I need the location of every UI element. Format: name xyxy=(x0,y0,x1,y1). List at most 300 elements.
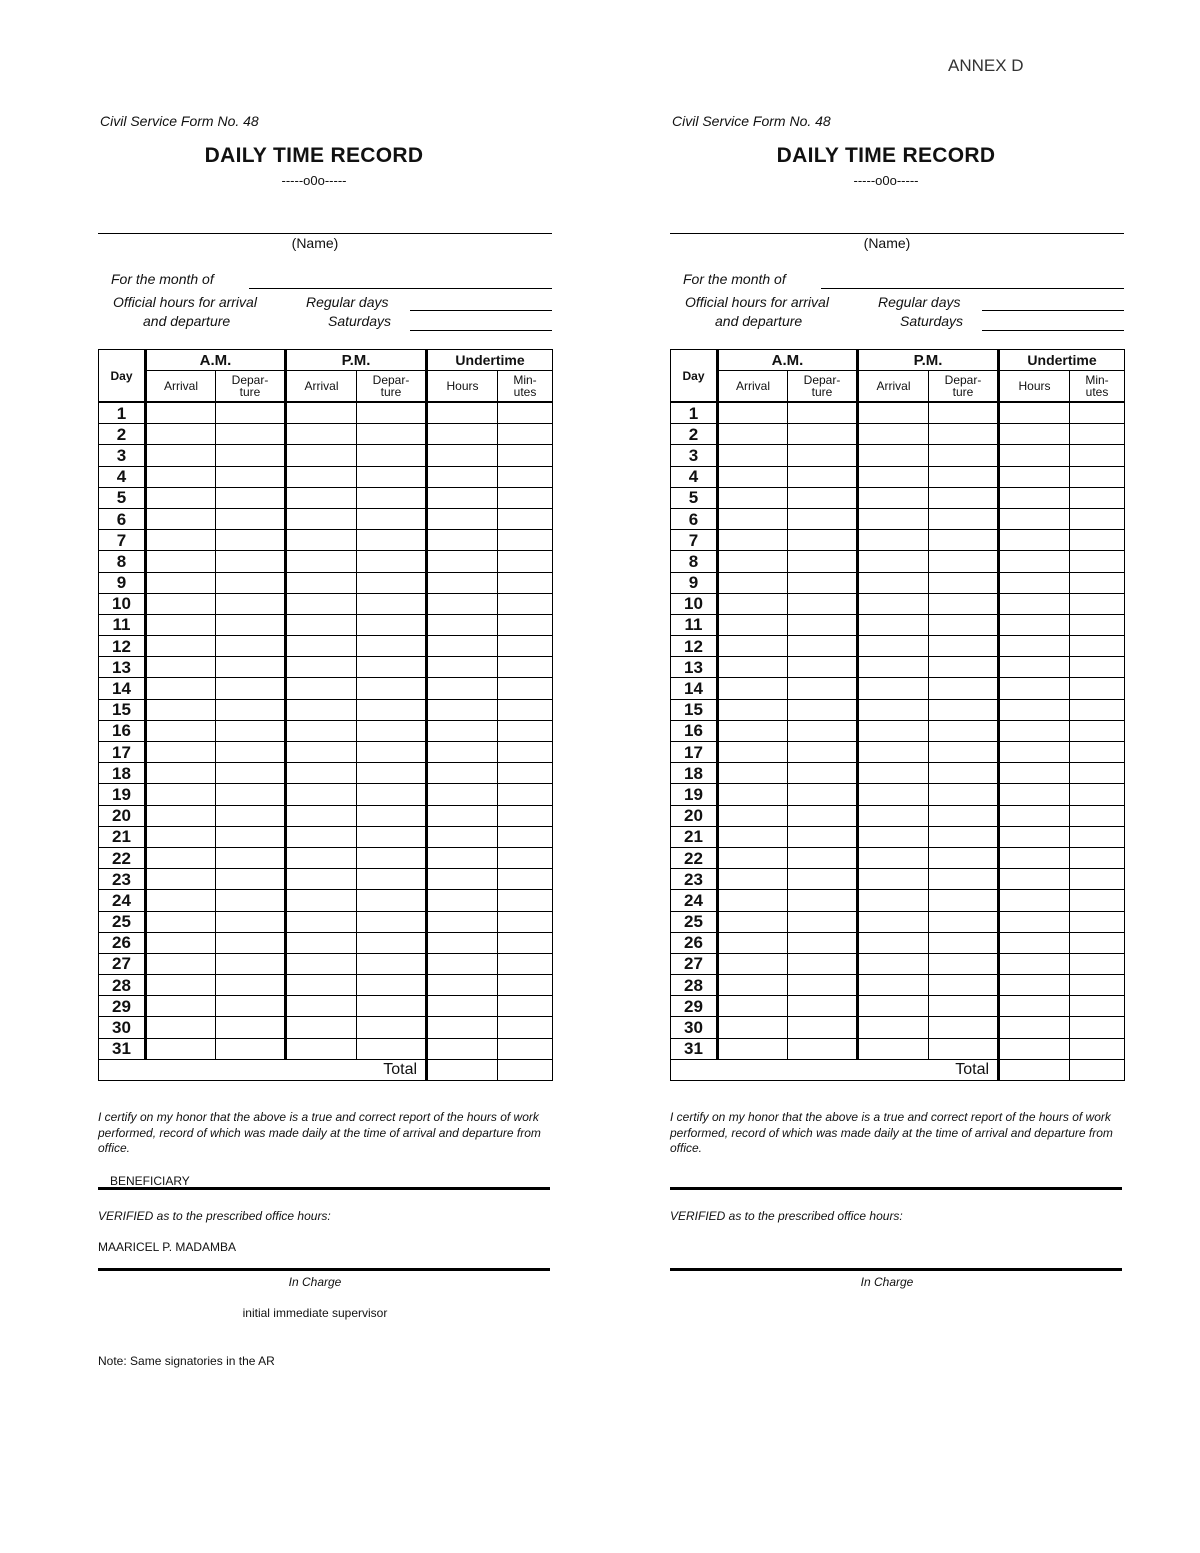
am-arrival-cell[interactable] xyxy=(718,742,788,763)
pm-arrival-cell[interactable] xyxy=(858,975,929,996)
pm-departure-cell[interactable] xyxy=(929,996,999,1017)
am-departure-cell[interactable] xyxy=(788,551,858,572)
am-departure-cell[interactable] xyxy=(216,657,286,678)
am-departure-cell[interactable] xyxy=(788,487,858,508)
am-departure-cell[interactable] xyxy=(216,424,286,445)
pm-arrival-cell[interactable] xyxy=(286,508,357,529)
undertime-minutes-cell[interactable] xyxy=(498,826,553,847)
undertime-minutes-cell[interactable] xyxy=(1070,593,1125,614)
pm-arrival-cell[interactable] xyxy=(286,466,357,487)
pm-departure-cell[interactable] xyxy=(357,847,427,868)
undertime-minutes-cell[interactable] xyxy=(498,996,553,1017)
am-arrival-cell[interactable] xyxy=(718,445,788,466)
pm-arrival-cell[interactable] xyxy=(858,763,929,784)
undertime-hours-cell[interactable] xyxy=(999,763,1070,784)
undertime-minutes-cell[interactable] xyxy=(1070,508,1125,529)
undertime-minutes-cell[interactable] xyxy=(498,699,553,720)
pm-departure-cell[interactable] xyxy=(929,869,999,890)
pm-arrival-cell[interactable] xyxy=(286,932,357,953)
pm-arrival-cell[interactable] xyxy=(286,742,357,763)
undertime-hours-cell[interactable] xyxy=(999,784,1070,805)
am-departure-cell[interactable] xyxy=(788,1038,858,1059)
pm-arrival-cell[interactable] xyxy=(858,593,929,614)
pm-departure-cell[interactable] xyxy=(929,572,999,593)
pm-departure-cell[interactable] xyxy=(929,699,999,720)
am-arrival-cell[interactable] xyxy=(718,805,788,826)
pm-arrival-cell[interactable] xyxy=(286,657,357,678)
pm-departure-cell[interactable] xyxy=(929,932,999,953)
undertime-hours-cell[interactable] xyxy=(427,890,498,911)
pm-departure-cell[interactable] xyxy=(357,593,427,614)
pm-departure-cell[interactable] xyxy=(929,953,999,974)
am-arrival-cell[interactable] xyxy=(146,678,216,699)
undertime-minutes-cell[interactable] xyxy=(498,932,553,953)
undertime-minutes-cell[interactable] xyxy=(498,572,553,593)
am-departure-cell[interactable] xyxy=(216,614,286,635)
pm-arrival-cell[interactable] xyxy=(858,487,929,508)
undertime-minutes-cell[interactable] xyxy=(498,847,553,868)
undertime-hours-cell[interactable] xyxy=(999,445,1070,466)
total-hours-cell[interactable] xyxy=(999,1059,1070,1080)
am-arrival-cell[interactable] xyxy=(718,678,788,699)
am-arrival-cell[interactable] xyxy=(718,996,788,1017)
am-departure-cell[interactable] xyxy=(788,530,858,551)
am-arrival-cell[interactable] xyxy=(146,869,216,890)
am-departure-cell[interactable] xyxy=(788,699,858,720)
pm-departure-cell[interactable] xyxy=(357,953,427,974)
undertime-minutes-cell[interactable] xyxy=(1070,466,1125,487)
pm-arrival-cell[interactable] xyxy=(858,742,929,763)
am-departure-cell[interactable] xyxy=(788,593,858,614)
undertime-minutes-cell[interactable] xyxy=(498,678,553,699)
undertime-hours-cell[interactable] xyxy=(427,424,498,445)
am-departure-cell[interactable] xyxy=(788,614,858,635)
undertime-minutes-cell[interactable] xyxy=(1070,975,1125,996)
am-arrival-cell[interactable] xyxy=(146,911,216,932)
regular-days-line[interactable] xyxy=(982,310,1124,311)
undertime-hours-cell[interactable] xyxy=(999,424,1070,445)
am-arrival-cell[interactable] xyxy=(718,572,788,593)
undertime-minutes-cell[interactable] xyxy=(498,953,553,974)
undertime-hours-cell[interactable] xyxy=(427,720,498,741)
pm-departure-cell[interactable] xyxy=(929,593,999,614)
pm-departure-cell[interactable] xyxy=(929,402,999,424)
undertime-hours-cell[interactable] xyxy=(427,636,498,657)
pm-arrival-cell[interactable] xyxy=(858,657,929,678)
undertime-minutes-cell[interactable] xyxy=(1070,1017,1125,1038)
undertime-hours-cell[interactable] xyxy=(427,953,498,974)
undertime-hours-cell[interactable] xyxy=(427,402,498,424)
am-arrival-cell[interactable] xyxy=(146,953,216,974)
am-departure-cell[interactable] xyxy=(788,720,858,741)
am-departure-cell[interactable] xyxy=(788,784,858,805)
pm-departure-cell[interactable] xyxy=(357,614,427,635)
am-departure-cell[interactable] xyxy=(216,1017,286,1038)
pm-departure-cell[interactable] xyxy=(929,847,999,868)
undertime-minutes-cell[interactable] xyxy=(498,720,553,741)
undertime-hours-cell[interactable] xyxy=(427,593,498,614)
undertime-minutes-cell[interactable] xyxy=(1070,657,1125,678)
pm-departure-cell[interactable] xyxy=(357,657,427,678)
pm-arrival-cell[interactable] xyxy=(286,551,357,572)
pm-arrival-cell[interactable] xyxy=(286,678,357,699)
month-line[interactable] xyxy=(249,288,552,289)
undertime-minutes-cell[interactable] xyxy=(1070,890,1125,911)
am-departure-cell[interactable] xyxy=(216,593,286,614)
am-departure-cell[interactable] xyxy=(788,890,858,911)
am-arrival-cell[interactable] xyxy=(146,551,216,572)
undertime-minutes-cell[interactable] xyxy=(1070,636,1125,657)
am-departure-cell[interactable] xyxy=(788,742,858,763)
pm-arrival-cell[interactable] xyxy=(858,826,929,847)
undertime-hours-cell[interactable] xyxy=(999,975,1070,996)
undertime-hours-cell[interactable] xyxy=(427,614,498,635)
undertime-minutes-cell[interactable] xyxy=(498,593,553,614)
pm-arrival-cell[interactable] xyxy=(858,720,929,741)
undertime-minutes-cell[interactable] xyxy=(498,657,553,678)
pm-arrival-cell[interactable] xyxy=(286,402,357,424)
pm-arrival-cell[interactable] xyxy=(286,826,357,847)
pm-arrival-cell[interactable] xyxy=(286,424,357,445)
am-arrival-cell[interactable] xyxy=(718,657,788,678)
am-departure-cell[interactable] xyxy=(788,424,858,445)
am-arrival-cell[interactable] xyxy=(718,847,788,868)
am-arrival-cell[interactable] xyxy=(146,636,216,657)
total-minutes-cell[interactable] xyxy=(1070,1059,1125,1080)
undertime-hours-cell[interactable] xyxy=(999,847,1070,868)
am-departure-cell[interactable] xyxy=(216,890,286,911)
am-departure-cell[interactable] xyxy=(216,932,286,953)
undertime-minutes-cell[interactable] xyxy=(1070,445,1125,466)
undertime-hours-cell[interactable] xyxy=(427,678,498,699)
am-arrival-cell[interactable] xyxy=(146,975,216,996)
undertime-minutes-cell[interactable] xyxy=(498,402,553,424)
undertime-hours-cell[interactable] xyxy=(999,953,1070,974)
am-arrival-cell[interactable] xyxy=(718,1038,788,1059)
pm-arrival-cell[interactable] xyxy=(286,593,357,614)
am-arrival-cell[interactable] xyxy=(146,1038,216,1059)
undertime-minutes-cell[interactable] xyxy=(498,614,553,635)
undertime-hours-cell[interactable] xyxy=(427,805,498,826)
pm-arrival-cell[interactable] xyxy=(286,720,357,741)
undertime-hours-cell[interactable] xyxy=(427,699,498,720)
undertime-hours-cell[interactable] xyxy=(999,805,1070,826)
undertime-hours-cell[interactable] xyxy=(999,996,1070,1017)
undertime-minutes-cell[interactable] xyxy=(1070,402,1125,424)
am-departure-cell[interactable] xyxy=(216,699,286,720)
am-arrival-cell[interactable] xyxy=(146,445,216,466)
pm-arrival-cell[interactable] xyxy=(858,869,929,890)
am-arrival-cell[interactable] xyxy=(718,551,788,572)
pm-departure-cell[interactable] xyxy=(929,784,999,805)
pm-departure-cell[interactable] xyxy=(357,911,427,932)
undertime-hours-cell[interactable] xyxy=(999,614,1070,635)
pm-arrival-cell[interactable] xyxy=(858,996,929,1017)
am-departure-cell[interactable] xyxy=(216,720,286,741)
am-departure-cell[interactable] xyxy=(216,487,286,508)
am-departure-cell[interactable] xyxy=(216,445,286,466)
am-arrival-cell[interactable] xyxy=(718,784,788,805)
am-arrival-cell[interactable] xyxy=(718,487,788,508)
am-departure-cell[interactable] xyxy=(216,678,286,699)
regular-days-line[interactable] xyxy=(410,310,552,311)
undertime-minutes-cell[interactable] xyxy=(1070,699,1125,720)
am-arrival-cell[interactable] xyxy=(146,424,216,445)
undertime-minutes-cell[interactable] xyxy=(1070,869,1125,890)
undertime-minutes-cell[interactable] xyxy=(1070,487,1125,508)
am-departure-cell[interactable] xyxy=(788,466,858,487)
pm-arrival-cell[interactable] xyxy=(858,636,929,657)
pm-departure-cell[interactable] xyxy=(357,890,427,911)
pm-departure-cell[interactable] xyxy=(929,1038,999,1059)
am-departure-cell[interactable] xyxy=(216,530,286,551)
undertime-hours-cell[interactable] xyxy=(999,1038,1070,1059)
pm-departure-cell[interactable] xyxy=(929,508,999,529)
undertime-minutes-cell[interactable] xyxy=(1070,826,1125,847)
pm-departure-cell[interactable] xyxy=(929,911,999,932)
am-departure-cell[interactable] xyxy=(216,1038,286,1059)
supervisor-signature-line[interactable] xyxy=(670,1268,1122,1271)
am-departure-cell[interactable] xyxy=(788,975,858,996)
pm-arrival-cell[interactable] xyxy=(286,869,357,890)
pm-arrival-cell[interactable] xyxy=(286,953,357,974)
pm-departure-cell[interactable] xyxy=(357,699,427,720)
am-arrival-cell[interactable] xyxy=(718,890,788,911)
pm-departure-cell[interactable] xyxy=(929,678,999,699)
undertime-minutes-cell[interactable] xyxy=(1070,614,1125,635)
undertime-minutes-cell[interactable] xyxy=(1070,932,1125,953)
am-departure-cell[interactable] xyxy=(788,869,858,890)
pm-departure-cell[interactable] xyxy=(357,466,427,487)
undertime-hours-cell[interactable] xyxy=(427,763,498,784)
pm-departure-cell[interactable] xyxy=(357,636,427,657)
pm-departure-cell[interactable] xyxy=(357,763,427,784)
am-departure-cell[interactable] xyxy=(216,911,286,932)
undertime-hours-cell[interactable] xyxy=(999,530,1070,551)
am-arrival-cell[interactable] xyxy=(718,699,788,720)
am-departure-cell[interactable] xyxy=(216,784,286,805)
am-arrival-cell[interactable] xyxy=(146,699,216,720)
undertime-hours-cell[interactable] xyxy=(999,720,1070,741)
total-minutes-cell[interactable] xyxy=(498,1059,553,1080)
am-departure-cell[interactable] xyxy=(788,572,858,593)
undertime-hours-cell[interactable] xyxy=(427,1038,498,1059)
pm-arrival-cell[interactable] xyxy=(858,572,929,593)
saturdays-line[interactable] xyxy=(410,330,552,331)
undertime-minutes-cell[interactable] xyxy=(498,487,553,508)
am-departure-cell[interactable] xyxy=(788,805,858,826)
undertime-minutes-cell[interactable] xyxy=(498,763,553,784)
am-arrival-cell[interactable] xyxy=(718,932,788,953)
undertime-minutes-cell[interactable] xyxy=(1070,1038,1125,1059)
undertime-hours-cell[interactable] xyxy=(999,699,1070,720)
am-arrival-cell[interactable] xyxy=(718,593,788,614)
undertime-minutes-cell[interactable] xyxy=(498,530,553,551)
am-arrival-cell[interactable] xyxy=(146,932,216,953)
am-departure-cell[interactable] xyxy=(216,742,286,763)
undertime-hours-cell[interactable] xyxy=(427,1017,498,1038)
undertime-hours-cell[interactable] xyxy=(427,572,498,593)
total-hours-cell[interactable] xyxy=(427,1059,498,1080)
am-arrival-cell[interactable] xyxy=(146,720,216,741)
am-departure-cell[interactable] xyxy=(788,657,858,678)
undertime-hours-cell[interactable] xyxy=(999,508,1070,529)
undertime-minutes-cell[interactable] xyxy=(498,742,553,763)
am-arrival-cell[interactable] xyxy=(146,742,216,763)
pm-arrival-cell[interactable] xyxy=(858,402,929,424)
am-arrival-cell[interactable] xyxy=(718,911,788,932)
pm-departure-cell[interactable] xyxy=(357,572,427,593)
pm-arrival-cell[interactable] xyxy=(858,699,929,720)
am-departure-cell[interactable] xyxy=(788,678,858,699)
undertime-hours-cell[interactable] xyxy=(427,657,498,678)
am-departure-cell[interactable] xyxy=(216,572,286,593)
am-arrival-cell[interactable] xyxy=(718,508,788,529)
undertime-minutes-cell[interactable] xyxy=(498,805,553,826)
undertime-minutes-cell[interactable] xyxy=(1070,678,1125,699)
undertime-minutes-cell[interactable] xyxy=(498,636,553,657)
am-arrival-cell[interactable] xyxy=(146,402,216,424)
undertime-minutes-cell[interactable] xyxy=(1070,763,1125,784)
beneficiary-signature-line[interactable] xyxy=(98,1187,550,1190)
am-departure-cell[interactable] xyxy=(788,953,858,974)
am-arrival-cell[interactable] xyxy=(146,466,216,487)
undertime-minutes-cell[interactable] xyxy=(498,1017,553,1038)
pm-arrival-cell[interactable] xyxy=(286,445,357,466)
am-departure-cell[interactable] xyxy=(788,763,858,784)
pm-departure-cell[interactable] xyxy=(929,1017,999,1038)
pm-departure-cell[interactable] xyxy=(357,742,427,763)
pm-arrival-cell[interactable] xyxy=(286,1017,357,1038)
pm-arrival-cell[interactable] xyxy=(858,678,929,699)
undertime-minutes-cell[interactable] xyxy=(498,869,553,890)
pm-arrival-cell[interactable] xyxy=(286,487,357,508)
pm-departure-cell[interactable] xyxy=(929,742,999,763)
pm-departure-cell[interactable] xyxy=(357,1017,427,1038)
am-arrival-cell[interactable] xyxy=(718,614,788,635)
pm-arrival-cell[interactable] xyxy=(286,996,357,1017)
pm-arrival-cell[interactable] xyxy=(286,572,357,593)
pm-arrival-cell[interactable] xyxy=(858,1038,929,1059)
am-arrival-cell[interactable] xyxy=(146,847,216,868)
am-departure-cell[interactable] xyxy=(788,996,858,1017)
pm-arrival-cell[interactable] xyxy=(286,975,357,996)
undertime-hours-cell[interactable] xyxy=(999,911,1070,932)
pm-arrival-cell[interactable] xyxy=(286,614,357,635)
pm-arrival-cell[interactable] xyxy=(286,890,357,911)
pm-arrival-cell[interactable] xyxy=(858,932,929,953)
undertime-minutes-cell[interactable] xyxy=(498,975,553,996)
am-arrival-cell[interactable] xyxy=(718,826,788,847)
saturdays-line[interactable] xyxy=(982,330,1124,331)
pm-arrival-cell[interactable] xyxy=(858,953,929,974)
am-departure-cell[interactable] xyxy=(216,975,286,996)
pm-departure-cell[interactable] xyxy=(357,424,427,445)
undertime-minutes-cell[interactable] xyxy=(1070,551,1125,572)
pm-arrival-cell[interactable] xyxy=(858,445,929,466)
undertime-minutes-cell[interactable] xyxy=(1070,805,1125,826)
pm-arrival-cell[interactable] xyxy=(286,699,357,720)
pm-arrival-cell[interactable] xyxy=(858,784,929,805)
undertime-minutes-cell[interactable] xyxy=(1070,784,1125,805)
am-arrival-cell[interactable] xyxy=(146,530,216,551)
pm-departure-cell[interactable] xyxy=(357,530,427,551)
undertime-hours-cell[interactable] xyxy=(427,742,498,763)
pm-arrival-cell[interactable] xyxy=(286,784,357,805)
pm-departure-cell[interactable] xyxy=(929,763,999,784)
pm-arrival-cell[interactable] xyxy=(858,847,929,868)
am-departure-cell[interactable] xyxy=(216,953,286,974)
undertime-minutes-cell[interactable] xyxy=(498,508,553,529)
am-arrival-cell[interactable] xyxy=(146,508,216,529)
pm-departure-cell[interactable] xyxy=(929,975,999,996)
am-departure-cell[interactable] xyxy=(216,551,286,572)
am-arrival-cell[interactable] xyxy=(146,826,216,847)
pm-departure-cell[interactable] xyxy=(357,402,427,424)
undertime-hours-cell[interactable] xyxy=(999,466,1070,487)
pm-arrival-cell[interactable] xyxy=(858,424,929,445)
pm-departure-cell[interactable] xyxy=(357,551,427,572)
am-departure-cell[interactable] xyxy=(216,466,286,487)
undertime-minutes-cell[interactable] xyxy=(1070,530,1125,551)
pm-departure-cell[interactable] xyxy=(357,508,427,529)
undertime-hours-cell[interactable] xyxy=(999,890,1070,911)
undertime-hours-cell[interactable] xyxy=(999,402,1070,424)
am-departure-cell[interactable] xyxy=(216,402,286,424)
undertime-minutes-cell[interactable] xyxy=(1070,572,1125,593)
pm-arrival-cell[interactable] xyxy=(858,890,929,911)
am-departure-cell[interactable] xyxy=(216,996,286,1017)
pm-departure-cell[interactable] xyxy=(929,530,999,551)
pm-departure-cell[interactable] xyxy=(357,805,427,826)
pm-departure-cell[interactable] xyxy=(357,784,427,805)
am-departure-cell[interactable] xyxy=(788,911,858,932)
am-departure-cell[interactable] xyxy=(216,636,286,657)
am-departure-cell[interactable] xyxy=(216,805,286,826)
undertime-minutes-cell[interactable] xyxy=(1070,953,1125,974)
am-departure-cell[interactable] xyxy=(216,508,286,529)
am-departure-cell[interactable] xyxy=(788,1017,858,1038)
pm-departure-cell[interactable] xyxy=(357,975,427,996)
am-arrival-cell[interactable] xyxy=(718,424,788,445)
undertime-hours-cell[interactable] xyxy=(999,487,1070,508)
am-departure-cell[interactable] xyxy=(788,826,858,847)
pm-arrival-cell[interactable] xyxy=(858,805,929,826)
pm-departure-cell[interactable] xyxy=(929,466,999,487)
am-departure-cell[interactable] xyxy=(788,636,858,657)
pm-departure-cell[interactable] xyxy=(357,869,427,890)
undertime-hours-cell[interactable] xyxy=(427,932,498,953)
month-line[interactable] xyxy=(821,288,1124,289)
undertime-hours-cell[interactable] xyxy=(999,657,1070,678)
pm-departure-cell[interactable] xyxy=(357,826,427,847)
am-arrival-cell[interactable] xyxy=(718,869,788,890)
pm-arrival-cell[interactable] xyxy=(286,847,357,868)
am-departure-cell[interactable] xyxy=(216,763,286,784)
undertime-hours-cell[interactable] xyxy=(999,551,1070,572)
name-line[interactable] xyxy=(98,233,552,234)
am-arrival-cell[interactable] xyxy=(146,784,216,805)
undertime-hours-cell[interactable] xyxy=(427,911,498,932)
am-arrival-cell[interactable] xyxy=(146,996,216,1017)
undertime-hours-cell[interactable] xyxy=(427,826,498,847)
pm-departure-cell[interactable] xyxy=(929,720,999,741)
undertime-hours-cell[interactable] xyxy=(427,487,498,508)
undertime-hours-cell[interactable] xyxy=(999,572,1070,593)
am-departure-cell[interactable] xyxy=(788,508,858,529)
pm-departure-cell[interactable] xyxy=(357,678,427,699)
undertime-hours-cell[interactable] xyxy=(999,742,1070,763)
